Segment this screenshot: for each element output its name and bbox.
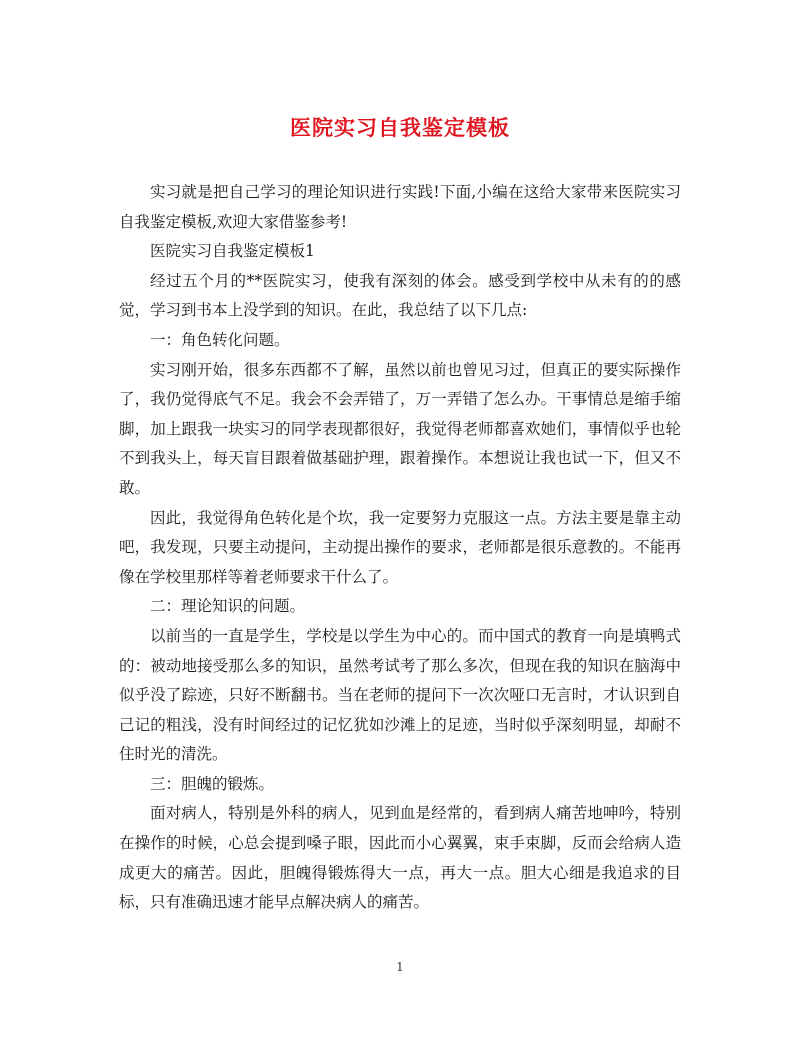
body-paragraph: 因此，我觉得角色转化是个坎，我一定要努力克服这一点。方法主要是靠主动吧，我发现，只要主动提问，主动提出操作的要求，老师都是很乐意教的。不能再像在学校里那样等着老师要求干什么了。 [119, 508, 681, 586]
body-paragraph: 实习刚开始，很多东西都不了解，虽然以前也曾见习过，但真正的要实际操作了，我仍觉得底气不足。我会不会弄错了，万一弄错了怎么办。干事情总是缩手缩脚，加上跟我一块实习的同学表现都很好，我觉得老师都喜欢她们，事情似乎也轮不到我头上，每天盲目跟着做基础护理，跟着操作。本想说让我也试一下，但又不敢。 [119, 360, 681, 497]
document-title: 医院实习自我鉴定模板 [290, 115, 510, 140]
body-paragraph: 以前当的一直是学生，学校是以学生为中心的。而中国式的教育一向是填鸭式的：被动地接受那么多的知识，虽然考试考了那么多次，但现在我的知识在脑海中似乎没了踪迹，只好不断翻书。当在老师的提问下一次次哑口无言时，才认识到自己记的粗浅，没有时间经过的记忆犹如沙滩上的足迹，当时似乎深刻明显，却耐不住时光的清洗。 [119, 626, 681, 764]
document-body [119, 178, 681, 918]
body-paragraph: 经过五个月的**医院实习，使我有深刻的体会。感受到学校中从未有的的感觉，学习到书本上没学到的知识。在此，我总结了以下几点: [119, 271, 681, 320]
section-heading-3: 三：胆魄的锻炼。 [150, 774, 275, 793]
intro-paragraph: 实习就是把自己学习的理论知识进行实践!下面,小编在这给大家带来医院实习自我鉴定模板,欢迎大家借鉴参考! [119, 183, 681, 231]
section-heading-2: 二：理论知识的问题。 [150, 597, 306, 616]
page-number: 1 [396, 960, 404, 974]
body-paragraph: 面对病人，特别是外科的病人，见到血是经常的，看到病人痛苦地呻吟，特别在操作的时候，心总会提到嗓子眼，因此而小心翼翼，束手束脚，反而会给病人造成更大的痛苦。因此，胆魄得锻炼得大一点，再大一点。胆大心细是我追求的目标，只有准确迅速才能早点解决病人的痛苦。 [119, 804, 681, 912]
template-heading: 医院实习自我鉴定模板1 [150, 242, 315, 261]
section-heading-1: 一：角色转化问题。 [150, 330, 290, 349]
